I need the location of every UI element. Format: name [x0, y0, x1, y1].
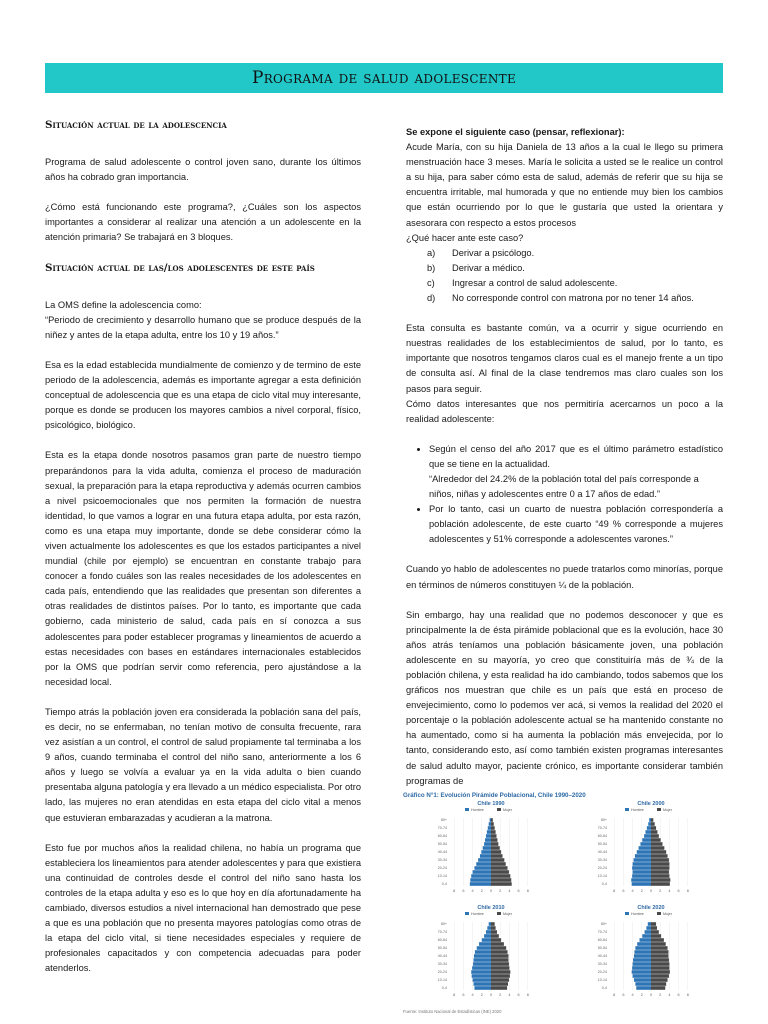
- bar-women: [651, 874, 669, 878]
- age-label: 50-54: [437, 946, 447, 950]
- age-label: 0-4: [601, 986, 607, 990]
- panel-title: Chile 1990: [477, 801, 505, 807]
- case-question: ¿Qué hacer ante este caso?: [406, 232, 524, 243]
- age-label: 30-34: [597, 962, 607, 966]
- paragraph: Cuando yo hablo de adolescentes no puede tratarlos como minorías, porque en términos de números constituyen ¼ de la población.: [406, 564, 723, 590]
- bar-men: [490, 818, 491, 822]
- bar-men: [633, 870, 651, 874]
- legend-men-label: Hombre: [471, 912, 484, 916]
- paragraph: Programa de salud adolescente o control joven sano, durante los últimos años ha cobrado gran importancia.: [45, 157, 361, 183]
- bar-men: [473, 870, 491, 874]
- bar-men: [476, 862, 491, 866]
- bar-women: [651, 958, 669, 962]
- bar-men: [483, 846, 491, 850]
- panel-title: Chile 2020: [637, 905, 665, 911]
- bar-men: [632, 874, 651, 878]
- right-column: [406, 125, 723, 804]
- x-tick-label: 6: [517, 889, 520, 893]
- bar-men: [639, 846, 651, 850]
- legend-women-swatch: [497, 912, 501, 915]
- bar-men: [637, 942, 651, 946]
- option-key: d): [427, 293, 436, 304]
- fact-quote: “Alrededor del 24.2% de la población total del país corresponde a niños, niñas y adolescentes entre 0 a 17 años de edad.”: [429, 473, 699, 500]
- age-label: 30-34: [437, 858, 447, 862]
- bar-men: [473, 978, 491, 982]
- bar-women: [651, 842, 663, 846]
- bar-men: [645, 830, 651, 834]
- bar-women: [651, 846, 664, 850]
- x-tick-label: 0: [649, 993, 653, 997]
- bar-women: [651, 854, 668, 858]
- bar-women: [491, 834, 497, 838]
- legend-women-swatch: [497, 808, 501, 811]
- fact-text: Por lo tanto, casi un cuarto de nuestra población correspondería a población adolescente, de este cuarto “49 % corresponde a mujeres adolescentes y 51% corresponde a adolescentes varones.”: [429, 504, 723, 545]
- x-tick-label: 0: [649, 889, 653, 893]
- x-tick-label: 0: [489, 889, 493, 893]
- bar-women: [491, 862, 506, 866]
- bar-women: [651, 950, 668, 954]
- bar-women: [491, 882, 512, 886]
- bar-men: [632, 882, 651, 886]
- x-tick-label: 0: [489, 993, 493, 997]
- age-label: 10-14: [437, 874, 447, 878]
- case-title: Se expone el siguiente caso (pensar, reflexionar):: [406, 127, 625, 137]
- age-label: 80+: [440, 922, 447, 926]
- bar-men: [487, 926, 491, 930]
- legend-men-swatch: [625, 808, 629, 811]
- figure-title: Gráfico N°1: Evolución Pirámide Poblacional, Chile 1990–2020: [403, 792, 586, 799]
- bar-men: [633, 958, 651, 962]
- age-label: 10-14: [597, 874, 607, 878]
- age-label: 40-44: [597, 850, 607, 854]
- option-text: No corresponde control con matrona por no tener 14 años.: [452, 293, 694, 304]
- age-label: 70-74: [597, 826, 607, 830]
- age-label: 0-4: [601, 882, 607, 886]
- bar-men: [472, 974, 491, 978]
- paragraph: Esta consulta es bastante común, va a ocurrir y sigue ocurriendo en nuestras realidades de los establecimientos de salud, por lo tanto, es importante que nosotros tengamos claros cual es el manejo frente a un tipo de consulta así. Al final de la clase tendremos mas claro cuales son los pasos para seguir.: [406, 323, 723, 394]
- bar-men: [632, 866, 651, 870]
- bar-men: [644, 834, 651, 838]
- x-tick-label: 6: [677, 889, 680, 893]
- bar-women: [651, 954, 668, 958]
- option-text: Ingresar a control de salud adolescente.: [452, 277, 618, 288]
- bar-women: [491, 874, 510, 878]
- bar-men: [477, 946, 491, 950]
- bar-women: [491, 850, 501, 854]
- bar-women: [491, 934, 499, 938]
- bar-women: [491, 974, 510, 978]
- legend-women-label: Mujer: [503, 912, 512, 916]
- paragraph: Tiempo atrás la población joven era considerada la población sana del país, es decir, no se enfermaban, no tenían motivo de consulta frecuente, rara vez asistían a un control, el control de salud propiamente tal terminaba a los 9 años, cuando terminaba el control del niño sano, anteriormente a los 6 años y luego se volvía a evaluar ya en la vida adulta o bien cuando presentaba alguna patología y era llevado a un médico especialista. Por otro lado, las mujeres no eran atendidas en esta etapa del ciclo vital a menos que estuvieran embarazadas y acudieran a la matrona.: [45, 706, 361, 823]
- age-label: 50-54: [597, 946, 607, 950]
- bar-women: [491, 822, 494, 826]
- bar-men: [478, 858, 491, 862]
- bar-women: [651, 970, 670, 974]
- age-label: 60-64: [597, 938, 607, 942]
- bar-women: [651, 974, 669, 978]
- age-label: 20-24: [437, 970, 447, 974]
- panel-title: Chile 2000: [637, 801, 665, 807]
- legend-women-label: Mujer: [503, 808, 512, 812]
- x-tick-label: 8: [686, 889, 689, 893]
- bar-men: [472, 966, 491, 970]
- x-tick-label: 6: [622, 993, 625, 997]
- bar-women: [651, 878, 670, 882]
- legend-women-label: Mujer: [663, 912, 672, 916]
- bar-women: [491, 978, 509, 982]
- bar-women: [651, 858, 669, 862]
- age-label: 70-74: [437, 930, 447, 934]
- bar-women: [491, 970, 510, 974]
- bar-women: [651, 922, 656, 926]
- bar-women: [651, 930, 659, 934]
- bar-men: [471, 970, 491, 974]
- age-label: 10-14: [437, 978, 447, 982]
- figure-source: Fuente: Instituto Nacional de Estadísticas (INE) 2020: [403, 1009, 502, 1014]
- legend-men-swatch: [625, 912, 629, 915]
- age-label: 70-74: [437, 826, 447, 830]
- option-item: [427, 261, 723, 276]
- x-tick-label: 4: [508, 889, 511, 893]
- bar-men: [471, 874, 491, 878]
- legend-men-label: Hombre: [631, 912, 644, 916]
- age-label: 30-34: [437, 962, 447, 966]
- legend-men-label: Hombre: [471, 808, 484, 812]
- bar-men: [479, 942, 491, 946]
- bar-men: [485, 838, 491, 842]
- bar-men: [633, 862, 651, 866]
- age-label: 80+: [440, 818, 447, 822]
- x-tick-label: 2: [640, 993, 643, 997]
- bar-women: [651, 946, 668, 950]
- fact-item: [429, 442, 723, 502]
- bar-men: [632, 970, 651, 974]
- bar-men: [474, 982, 491, 986]
- age-label: 60-64: [437, 834, 447, 838]
- age-label: 50-54: [437, 842, 447, 846]
- legend-women-swatch: [657, 912, 661, 915]
- options-list: [406, 246, 723, 306]
- bar-women: [491, 958, 508, 962]
- bar-women: [491, 986, 507, 990]
- age-label: 0-4: [441, 986, 447, 990]
- bar-men: [649, 818, 651, 822]
- bar-women: [491, 854, 503, 858]
- option-text: Derivar a psicólogo.: [452, 247, 535, 258]
- bar-men: [486, 834, 491, 838]
- section-heading-pais: Situación actual de las/los adolescentes de este país: [45, 261, 315, 274]
- x-tick-label: 4: [668, 889, 671, 893]
- bar-men: [640, 842, 651, 846]
- bar-men: [634, 954, 651, 958]
- age-label: 40-44: [597, 954, 607, 958]
- bar-women: [651, 838, 661, 842]
- age-label: 80+: [600, 922, 607, 926]
- bar-men: [474, 866, 491, 870]
- bar-men: [474, 954, 491, 958]
- legend-men-label: Hombre: [631, 808, 644, 812]
- bar-women: [651, 926, 657, 930]
- bar-women: [491, 930, 497, 934]
- left-column: [45, 118, 361, 992]
- bar-men: [634, 858, 651, 862]
- x-tick-label: 8: [613, 993, 616, 997]
- bar-women: [651, 826, 656, 830]
- bar-women: [491, 846, 500, 850]
- age-label: 40-44: [437, 954, 447, 958]
- bar-women: [491, 966, 509, 970]
- bar-men: [474, 958, 491, 962]
- oms-intro: La OMS define la adolescencia como:: [45, 299, 202, 310]
- pyramid-charts: [403, 798, 723, 1010]
- age-label: 20-24: [597, 970, 607, 974]
- oms-definition: [45, 298, 361, 343]
- option-key: b): [427, 262, 436, 273]
- x-tick-label: 2: [659, 993, 662, 997]
- bar-women: [651, 882, 670, 886]
- bar-women: [651, 978, 668, 982]
- option-text: Derivar a médico.: [452, 262, 525, 273]
- legend-men-swatch: [465, 912, 469, 915]
- bar-men: [635, 854, 651, 858]
- page-title: Programa de salud adolescente: [251, 68, 517, 88]
- bar-women: [651, 938, 664, 942]
- x-tick-label: 4: [631, 993, 634, 997]
- bar-men: [475, 950, 491, 954]
- age-label: 0-4: [441, 882, 447, 886]
- legend-women-swatch: [657, 808, 661, 811]
- bar-men: [642, 838, 651, 842]
- x-tick-label: 2: [499, 993, 502, 997]
- panel-title: Chile 2010: [477, 905, 505, 911]
- bar-women: [491, 950, 508, 954]
- bar-men: [482, 938, 491, 942]
- bar-men: [635, 982, 651, 986]
- x-tick-label: 6: [622, 889, 625, 893]
- paragraph: Cómo datos interesantes que nos permitiría acercarnos un poco a la realidad adolescente:: [406, 398, 723, 424]
- bar-men: [488, 826, 491, 830]
- bar-women: [651, 966, 669, 970]
- option-item: [427, 276, 723, 291]
- oms-quote: “Periodo de crecimiento y desarrollo humano que se produce después de la niñez y antes de la etapa adulta, entre los 10 y 19 años.”: [45, 314, 361, 340]
- bar-women: [491, 870, 509, 874]
- option-item: [427, 291, 723, 306]
- bar-men: [647, 826, 651, 830]
- bar-men: [489, 822, 491, 826]
- option-key: a): [427, 247, 436, 258]
- age-label: 30-34: [597, 858, 607, 862]
- bar-men: [481, 850, 491, 854]
- bar-men: [637, 850, 651, 854]
- paragraph: Sin embargo, hay una realidad que no podemos desconocer y que es principalmente la de ésta pirámide poblacional que es la evolución, hace 30 años atrás teníamos una población básicamente joven, una población adolescente en su mayoría, yo creo que constituiría más de ¾ de la población chilena, y esta realidad ha ido cambiando, todos sabemos que los gráficos nos muestran que chile es un país que está en proceso de envejecimiento, como lo podemos ver acá, si vemos la realidad del 2020 el porcentaje o la población adolescente actual se ha mantenido constante no ha aumentado, como si ha aumenta la población más envejecida, por lo tanto, considerando esto, así como también existen programas interesantes de salud adulto mayor, paciente crónico, es importante considerar también programas de: [406, 609, 723, 786]
- x-tick-label: 2: [480, 889, 483, 893]
- bar-men: [470, 882, 491, 886]
- age-label: 20-24: [597, 866, 607, 870]
- bar-men: [634, 978, 651, 982]
- x-tick-label: 6: [517, 993, 520, 997]
- bar-men: [633, 962, 651, 966]
- bar-men: [633, 974, 651, 978]
- age-label: 20-24: [437, 866, 447, 870]
- bar-men: [642, 934, 651, 938]
- age-label: 60-64: [437, 938, 447, 942]
- paragraph: Esta es la etapa donde nosotros pasamos gran parte de nuestro tiempo preparándonos para la vida adulta, comienza el proceso de maduración sexual, la preparación para la etapa reproductiva y además ocurren cambios a nivel psicoemocionales que nos permiten la formación de nuestra identidad, lo que vamos a lograr en una futura etapa adulta, por esta razón, como es una etapa muy importante, donde se debe considerar cómo la viven actualmente los adolescentes es que los estados participantes a nivel mundial (chile por ejemplo) se encuentran en constante trabajo para conocer a fondo cuáles son las reales necesidades de los adolescentes en cada país, entendiendo que las realidades que presentan son diferentes a otras realidades de distintos países. Por lo tanto, es importante que cada gobierno, cada ministerio de salud, cada país en sí conozca a sus adolescentes para poder establecer programas y lineamientos de acuerdo a estas necesidades con bases en estándares internacionales establecidos por la OMS que podrían servir como referencia, pero ajustándose a la necesidad local.: [45, 450, 361, 687]
- bar-women: [491, 946, 506, 950]
- x-tick-label: 6: [462, 993, 465, 997]
- bar-men: [640, 938, 652, 942]
- legend-men-swatch: [465, 808, 469, 811]
- x-tick-label: 2: [499, 889, 502, 893]
- bar-men: [635, 946, 651, 950]
- bar-men: [480, 854, 491, 858]
- age-label: 50-54: [597, 842, 607, 846]
- x-tick-label: 8: [526, 889, 529, 893]
- bar-women: [651, 870, 669, 874]
- x-tick-label: 8: [453, 889, 456, 893]
- paragraph: Esto fue por muchos años la realidad chilena, no había un programa que estableciera los lineamientos para atender adolescentes y para que existiera una continuidad de controles desde el control del niño sano hasta los controles de la etapa adulta y eso es lo que hoy en día afortunadamente ha cambiado, diversos estudios a nivel internacional han demostrado que pese a que es una población que no presenta mayores patologías como otras de la etapa del ciclo vital, si tiene necesidades especiales y requiere de profesionales capacitados y con competencia adecuadas para poder atenderlos.: [45, 842, 361, 974]
- option-key: c): [427, 277, 435, 288]
- bar-men: [634, 950, 651, 954]
- x-tick-label: 8: [526, 993, 529, 997]
- x-tick-label: 2: [480, 993, 483, 997]
- bar-women: [651, 962, 669, 966]
- bar-men: [636, 986, 651, 990]
- x-tick-label: 4: [631, 889, 634, 893]
- bar-women: [491, 954, 508, 958]
- age-label: 10-14: [597, 978, 607, 982]
- fact-text: Según el censo del año 2017 que es el último parámetro estadístico que se tiene en la actualidad.: [429, 443, 723, 469]
- bar-women: [491, 942, 504, 946]
- bar-women: [651, 942, 666, 946]
- x-tick-label: 4: [471, 889, 474, 893]
- bar-men: [646, 926, 651, 930]
- bar-men: [484, 934, 491, 938]
- bar-men: [645, 930, 651, 934]
- x-tick-label: 4: [471, 993, 474, 997]
- paragraph: ¿Cómo está funcionando este programa?, ¿Cuáles son los aspectos importantes a considerar al realizar una atención a un adolescente en la atención primaria? Se trabajará en 3 bloques.: [45, 202, 361, 243]
- x-tick-label: 4: [668, 993, 671, 997]
- bar-men: [489, 922, 491, 926]
- bar-men: [648, 822, 651, 826]
- x-tick-label: 4: [508, 993, 511, 997]
- bar-women: [491, 838, 497, 842]
- bar-women: [491, 818, 493, 822]
- bar-women: [491, 866, 508, 870]
- age-label: 80+: [600, 818, 607, 822]
- x-tick-label: 6: [462, 889, 465, 893]
- population-pyramid-figure: [403, 792, 723, 1012]
- age-label: 60-64: [597, 834, 607, 838]
- bar-women: [651, 866, 669, 870]
- bar-men: [486, 930, 491, 934]
- bar-women: [651, 850, 666, 854]
- bar-men: [473, 962, 491, 966]
- bar-women: [491, 830, 496, 834]
- bar-women: [651, 834, 659, 838]
- bar-women: [491, 858, 504, 862]
- age-label: 70-74: [597, 930, 607, 934]
- case-text: Acude María, con su hija Daniela de 13 años a la cual le llego su primera menstruación hace 3 meses. María le solicita a usted se le realice un control a su hija, para saber cómo esta de salud, además de referir que su hija se encuentra irritable, mal humorada y que no entiende muy bien los cambios que están ocurriendo por lo que le gustaría que usted la orientara y asesorara con respecto a estos procesos: [406, 142, 723, 228]
- bar-men: [632, 966, 651, 970]
- bar-women: [491, 962, 509, 966]
- x-tick-label: 6: [677, 993, 680, 997]
- bar-men: [487, 830, 491, 834]
- title-banner: [45, 63, 723, 93]
- bar-women: [651, 862, 669, 866]
- bar-women: [491, 926, 496, 930]
- bar-women: [651, 934, 661, 938]
- bar-women: [491, 842, 498, 846]
- x-tick-label: 8: [453, 993, 456, 997]
- bar-men: [648, 922, 651, 926]
- section-heading-situacion: Situación actual de la adolescencia: [45, 119, 227, 131]
- paragraph: Esa es la edad establecida mundialmente de comienzo y de termino de este periodo de la adolescencia, además es importante agregar a esta definición conceptual de adolescencia que es una etapa de ciclo vital muy interesante, porque es donde se producen los mayores cambios a nivel corporal, físico, psicológico, biológico.: [45, 359, 361, 431]
- bar-men: [484, 842, 491, 846]
- legend-women-label: Mujer: [663, 808, 672, 812]
- bar-women: [651, 822, 655, 826]
- bar-men: [631, 878, 651, 882]
- bar-women: [491, 938, 501, 942]
- bar-women: [491, 922, 495, 926]
- bar-women: [491, 982, 508, 986]
- x-tick-label: 8: [686, 993, 689, 997]
- fact-item: [429, 502, 723, 547]
- bar-women: [491, 878, 511, 882]
- option-item: [427, 246, 723, 261]
- facts-list: [406, 442, 723, 548]
- x-tick-label: 2: [659, 889, 662, 893]
- bar-women: [651, 986, 665, 990]
- bar-women: [651, 830, 657, 834]
- bar-men: [470, 878, 491, 882]
- x-tick-label: 8: [613, 889, 616, 893]
- bar-women: [651, 818, 653, 822]
- age-label: 40-44: [437, 850, 447, 854]
- bar-women: [491, 826, 495, 830]
- bar-women: [651, 982, 666, 986]
- x-tick-label: 2: [640, 889, 643, 893]
- bar-men: [474, 986, 491, 990]
